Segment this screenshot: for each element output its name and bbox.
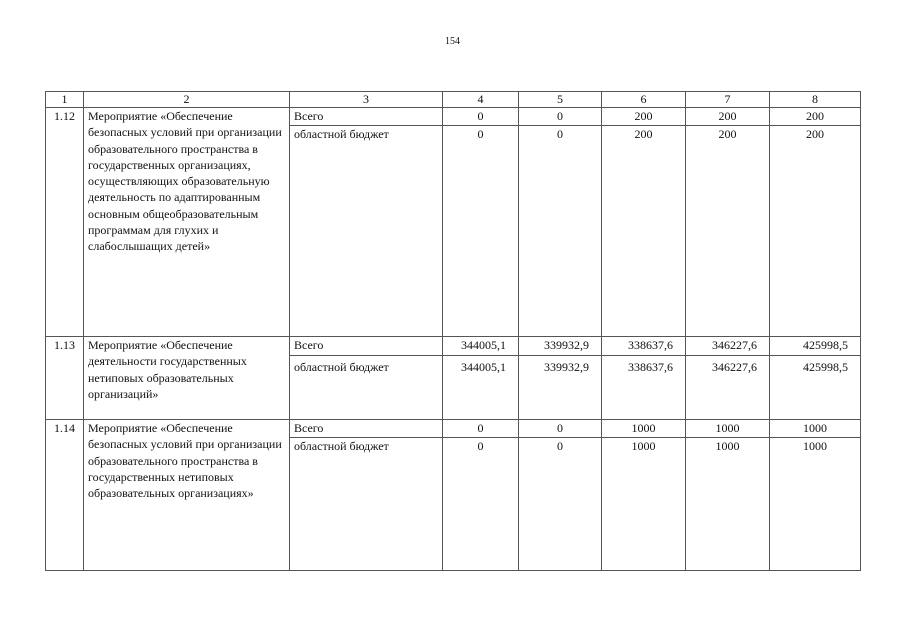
value-cell: 200 [686, 108, 770, 126]
value-cell: 1000 [602, 420, 686, 438]
source-cell: Всего [290, 420, 443, 438]
value-cell: 0 [443, 438, 519, 571]
header-cell: 4 [443, 92, 519, 108]
table-row [46, 108, 861, 126]
value-cell: 425998,5 [770, 356, 861, 420]
row-index: 1.12 [46, 108, 84, 337]
value-cell: 1000 [770, 420, 861, 438]
header-cell: 3 [290, 92, 443, 108]
source-cell: областной бюджет [290, 356, 443, 420]
value-cell: 0 [519, 108, 602, 126]
value-cell: 344005,1 [443, 337, 519, 356]
table-row [46, 337, 861, 356]
row-index: 1.14 [46, 420, 84, 571]
value-cell: 200 [770, 108, 861, 126]
row-title: Мероприятие «Обеспечение деятельности государственных нетиповых образовательных организаций» [84, 337, 290, 420]
source-cell: областной бюджет [290, 438, 443, 571]
value-cell: 338637,6 [602, 356, 686, 420]
value-cell: 425998,5 [770, 337, 861, 356]
value-cell: 0 [519, 126, 602, 337]
header-cell: 5 [519, 92, 602, 108]
value-cell: 1000 [686, 438, 770, 571]
value-cell: 0 [519, 420, 602, 438]
header-cell: 1 [46, 92, 84, 108]
header-cell: 7 [686, 92, 770, 108]
value-cell: 0 [519, 438, 602, 571]
source-cell: областной бюджет [290, 126, 443, 337]
header-cell: 8 [770, 92, 861, 108]
value-cell: 346227,6 [686, 356, 770, 420]
header-cell: 6 [602, 92, 686, 108]
row-title: Мероприятие «Обеспечение безопасных условий при организации образовательного пространства в государственных нетиповых образовательных организациях» [84, 420, 290, 571]
header-cell: 2 [84, 92, 290, 108]
budget-table [45, 91, 861, 571]
value-cell: 200 [770, 126, 861, 337]
value-cell: 339932,9 [519, 337, 602, 356]
page-number: 154 [445, 36, 460, 47]
header-row [46, 92, 861, 108]
value-cell: 346227,6 [686, 337, 770, 356]
value-cell: 1000 [770, 438, 861, 571]
row-title: Мероприятие «Обеспечение безопасных условий при организации образовательного пространства в государственных организациях, осуществляющих образовательную деятельность по адаптированным основным общеобразовательным программам для глухих и слабослышащих детей» [84, 108, 290, 337]
value-cell: 0 [443, 126, 519, 337]
value-cell: 200 [686, 126, 770, 337]
value-cell: 338637,6 [602, 337, 686, 356]
source-cell: Всего [290, 108, 443, 126]
value-cell: 0 [443, 420, 519, 438]
row-index: 1.13 [46, 337, 84, 420]
value-cell: 344005,1 [443, 356, 519, 420]
value-cell: 339932,9 [519, 356, 602, 420]
value-cell: 200 [602, 108, 686, 126]
value-cell: 0 [443, 108, 519, 126]
source-cell: Всего [290, 337, 443, 356]
value-cell: 1000 [686, 420, 770, 438]
table-row [46, 420, 861, 438]
value-cell: 200 [602, 126, 686, 337]
value-cell: 1000 [602, 438, 686, 571]
